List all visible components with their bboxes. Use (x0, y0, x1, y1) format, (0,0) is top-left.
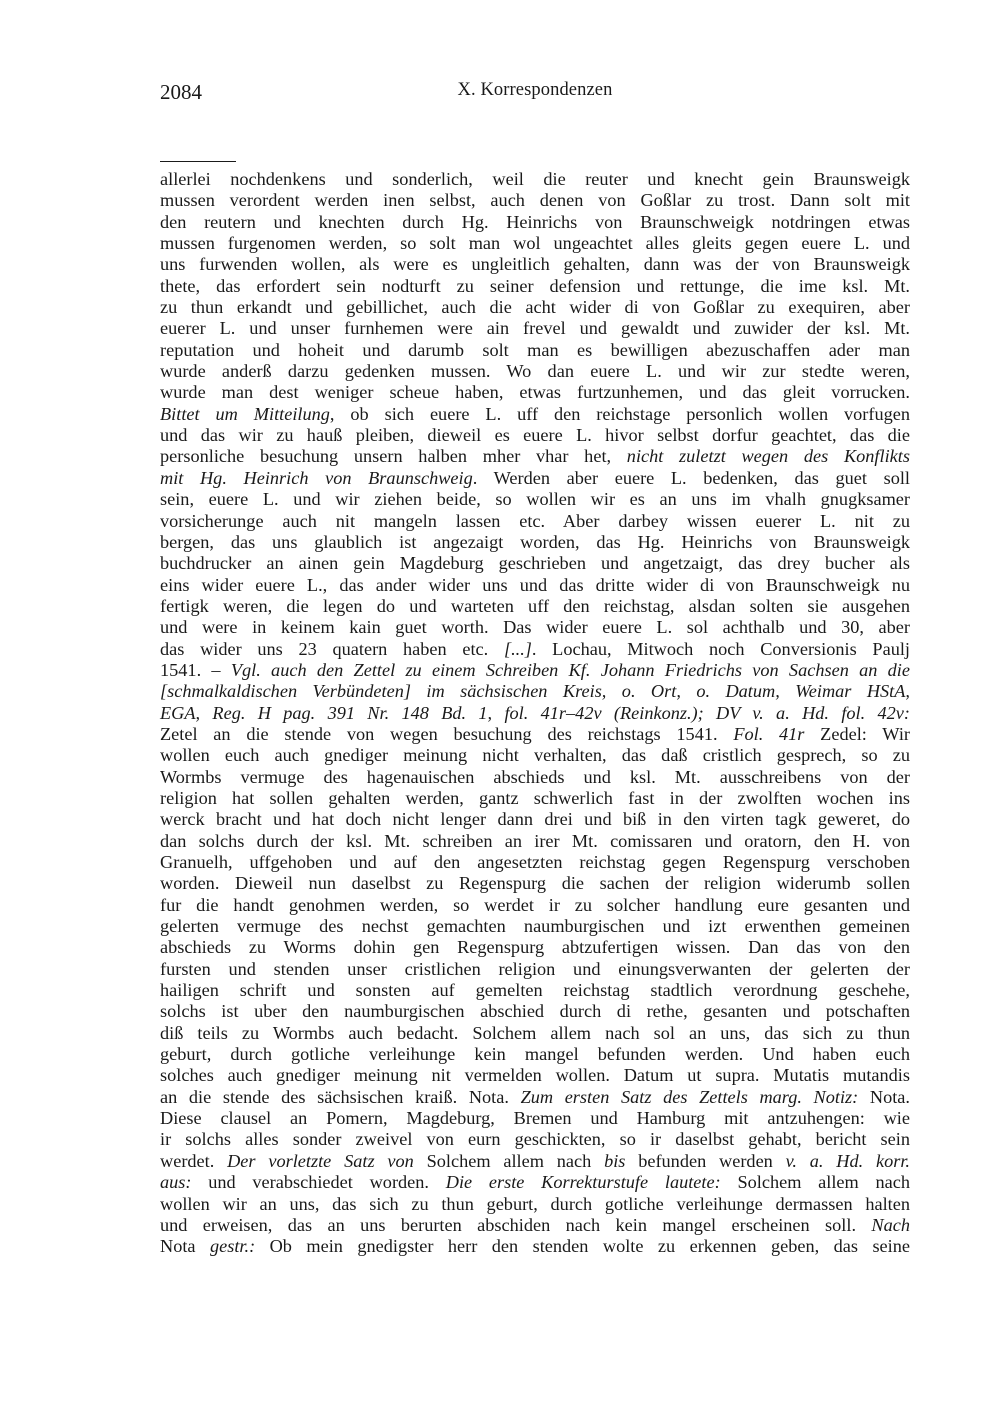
source-text: Solchem allem nach (720, 1172, 911, 1193)
source-text: ir solchs alles sonder zweivel von eurn geschickten, so ir daselbst gehabt, bericht sein (160, 1129, 910, 1150)
source-text: fur die handt genohmen werden, so werdet ir zu solcher handlung eure gesanten und (160, 894, 910, 915)
source-text: Zedel: Wir (804, 723, 910, 744)
source-text: thete, das erfordert sein nodturft zu seiner defension und rettunge, die ime ksl. Mt. (160, 275, 910, 296)
source-text: solches auch gnediger meinung nit vermelden wollen. Datum ut supra. Mutatis mutandis (160, 1065, 910, 1086)
source-text: 1541. – (160, 659, 231, 680)
source-text: wurde man dest weniger scheue haben, etwas furtzunhemen, und das gleit vorrucken. (160, 382, 910, 403)
footnote-line (160, 596, 910, 617)
source-text: Diese clausel an Pomern, Magdeburg, Bremen und Hamburg mit antzuhengen: wie (160, 1108, 910, 1129)
source-text: Solchem allem nach (413, 1150, 605, 1171)
footnote-line (160, 1108, 910, 1129)
source-text: wurde anderß darzu gedenken mussen. Wo dan euere L. und wir zur stedte weren, (160, 361, 910, 382)
footnote-line (160, 916, 910, 937)
footnote-line (160, 873, 910, 894)
source-text: Nota. (858, 1086, 910, 1107)
footnote-line (160, 1023, 910, 1044)
footnote-line (160, 468, 910, 489)
editorial-italic-text: aus: (160, 1172, 192, 1193)
footnote-line (160, 1194, 910, 1215)
source-text: religion hat sollen gehalten werden, gantz schwerlich fast in der zwolften wochen ins (160, 787, 910, 808)
footnote-separator (160, 161, 236, 162)
source-text: abschieds zu Worms dohin gen Regenspurg abtzufertigen wissen. Dan das von den (160, 937, 910, 958)
source-text: hailigen schrift und sonsten auf gemelten reichstag stadtlich verordnung geschehe, (160, 980, 910, 1001)
page-header (160, 80, 910, 106)
editorial-italic-text: [schmalkaldischen Verbündeten] im sächsischen Kreis, o. Ort, o. Datum, Weimar HStA, (160, 681, 910, 702)
source-text: gelerten vermuge des nechst gemachten naumburgischen und izt erwenthen gemeinen (160, 916, 910, 937)
source-text: befunden werden (625, 1150, 786, 1171)
source-text: zu thun erkandt und gebillichet, auch die acht wider di von Goßlar zu exequiren, aber (160, 297, 910, 318)
footnote-line (160, 340, 910, 361)
footnote-line (160, 1044, 910, 1065)
source-text: fertigk weren, die legen do und warteten uff den reichstag, alsdan solten sie ausgehen (160, 595, 910, 616)
page-number: 2084 (160, 80, 202, 104)
footnote-line (160, 788, 910, 809)
footnote-line (160, 361, 910, 382)
footnote-line (160, 425, 910, 446)
source-text: werck bracht und hat doch nicht lenger dann drei und biß in den virten tagk geweret, do (160, 809, 910, 830)
footnote-line (160, 937, 910, 958)
source-text: , ob sich euere L. uff den reichstage personlich wollen vorfugen (329, 403, 910, 424)
source-text: dan solchs durch der ksl. Mt. schreiben an irer Mt. comissaren und oratorn, den H. von (160, 830, 910, 851)
source-text: personliche besuchung unsern halben mher vhar het, (160, 446, 627, 467)
footnote-line (160, 511, 910, 532)
footnote-line (160, 532, 910, 553)
footnote-line (160, 1151, 910, 1172)
footnote-line (160, 382, 910, 403)
editorial-italic-text: EGA, Reg. H pag. 391 Nr. 148 Bd. 1, fol. 41r–42v (Reinkonz.); DV v. a. Hd. fol. 42v: (160, 702, 910, 723)
footnote-line (160, 254, 910, 275)
source-text: sein, euere L. und wir ziehen beide, so wollen wir es an uns im vhalh gnugksamer (160, 489, 910, 510)
footnote-line (160, 297, 910, 318)
footnote-line (160, 852, 910, 873)
editorial-italic-text: Die erste Korrekturstufe lautete: (445, 1172, 721, 1193)
source-text: fursten und stenden unser cristlichen religion und einungsverwanten der gelerten der (160, 958, 910, 979)
footnote-line (160, 660, 910, 681)
source-text: bergen, das uns glaublich ist angezaigt worden, das Hg. Heinrichs von Braunsweigk (160, 531, 910, 552)
footnote-line (160, 959, 910, 980)
source-text: Granuelh, uffgehoben und auf den angesetzten reichstag gegen Regenspurg verschoben (160, 852, 910, 872)
footnote-line (160, 831, 910, 852)
source-text: und erweisen, das an uns berurten abschiden nach kein mangel erscheinen soll. (160, 1214, 872, 1235)
footnote-line (160, 404, 910, 425)
footnote-line (160, 745, 910, 766)
footnote-line (160, 767, 910, 788)
source-text: vorsicherunge auch nit mangeln lassen etc. Aber darbey wissen euerer L. nit zu (160, 510, 910, 531)
footnote-line (160, 233, 910, 254)
footnote-line (160, 212, 910, 233)
footnote-line (160, 446, 910, 467)
source-text: wollen wir an uns, das sich zu thun geburt, durch gotliche verleihunge dermassen halten (160, 1193, 910, 1214)
source-text: und were in keinem kain guet worth. Das wider euere L. sol achthalb und 30, aber (160, 617, 910, 638)
source-text: . Lochau, Mitwoch noch Conversionis Paulj (531, 638, 910, 659)
footnote-line (160, 703, 910, 724)
source-text: Ob mein gnedigster herr den stenden wolte zu erkennen geben, das seine (255, 1236, 911, 1257)
footnote-line (160, 489, 910, 510)
footnote-line (160, 1087, 910, 1108)
editorial-italic-text: [...] (503, 638, 532, 659)
footnote-line (160, 617, 910, 638)
footnote-line (160, 1129, 910, 1150)
source-text: eins wider euere L., das ander wider uns und das dritte wider di von Braunschweigk nu (160, 574, 910, 595)
editorial-italic-text: mit Hg. Heinrich von Braunschweig (160, 467, 473, 488)
editorial-italic-text: Der vorletzte Satz von (227, 1150, 414, 1171)
footnote-line (160, 169, 910, 190)
source-text: mussen furgenomen werden, so solt man wol ungeachtet alles gleits gegen euere L. und (160, 233, 910, 254)
source-text: wollen euch auch gnediger meinung nicht verhalten, das daß cristlich gesprech, so zu (160, 745, 910, 766)
source-text: geburt, durch gotliche verleihunge kein mangel befunden werden. Und haben euch (160, 1044, 910, 1065)
footnote-line (160, 1236, 910, 1257)
source-text: . Werden aber euere L. bedenken, das guet soll (472, 467, 910, 488)
footnote-line (160, 575, 910, 596)
source-text: allerlei nochdenkens und sonderlich, weil die reuter und knecht gein Braunsweigk (160, 169, 910, 189)
footnote-line (160, 809, 910, 830)
source-text: solchs ist uber den naumburgischen abschied durch di rethe, gesanten und potschaften (160, 1001, 910, 1022)
footnote-line (160, 681, 910, 702)
editorial-italic-text: nicht zuletzt wegen des Konflikts (626, 446, 910, 467)
footnote-text (160, 169, 910, 1258)
editorial-italic-text: bis (604, 1150, 626, 1171)
source-text: worden. Dieweil nun daselbst zu Regenspurg die sachen der religion widerumb sollen (160, 873, 910, 894)
editorial-italic-text: Zum ersten Satz des Zettels marg. Notiz: (520, 1086, 859, 1107)
source-text: und verabschiedet worden. (191, 1172, 446, 1193)
source-text: und das wir zu hauß pleiben, dieweil es euere L. hivor selbst dorfur geachtet, das die (160, 425, 910, 446)
source-text: uns furwenden wollen, als were es ungleitlich gehalten, dann was der von Braunsweigk (160, 254, 910, 275)
footnote-line (160, 980, 910, 1001)
footnote-line (160, 1001, 910, 1022)
source-text: Nota (160, 1236, 210, 1257)
source-text: Zetel an die stende von wegen besuchung des reichstags 1541. (160, 723, 734, 744)
source-text: reputation und hoheit und darumb solt man es bewilligen abezuschaffen ader man (160, 339, 910, 360)
footnote-line (160, 724, 910, 745)
editorial-italic-text: Fol. 41r (733, 723, 805, 744)
footnote-line (160, 1215, 910, 1236)
footnote-line (160, 1065, 910, 1086)
source-text: das wider uns 23 quatern haben etc. (160, 638, 504, 659)
editorial-italic-text: v. a. Hd. korr. (785, 1150, 910, 1171)
editorial-italic-text: gestr.: (209, 1236, 256, 1257)
source-text: mussen verordent werden inen selbst, auch denen von Goßlar zu trost. Dann solt mit (160, 190, 910, 211)
footnote-line (160, 639, 910, 660)
source-text: den reutern und knechten durch Hg. Heinrichs von Braunschweigk notdringen etwas (160, 211, 910, 232)
editorial-italic-text: Vgl. auch den Zettel zu einem Schreiben Kf. Johann Friedrichs von Sachsen an die (230, 659, 910, 680)
editorial-italic-text: Nach (871, 1214, 910, 1235)
source-text: buchdrucker an ainen gein Magdeburg geschrieben und angetzaigt, das drey bucher als (160, 553, 910, 574)
footnote-line (160, 318, 910, 339)
footnote-line (160, 276, 910, 297)
editorial-italic-text: Bittet um Mitteilung (160, 403, 330, 424)
running-head: X. Korrespondenzen (457, 80, 613, 100)
footnote-line (160, 190, 910, 211)
footnote-line (160, 895, 910, 916)
footnote-line (160, 553, 910, 574)
source-text: euerer L. und unser furnhemen were ain frevel und gewaldt und zuwider der ksl. Mt. (160, 318, 910, 339)
source-text: werdet. (160, 1150, 228, 1171)
source-text: diß teils zu Wormbs auch bedacht. Solchem allem nach sol an uns, das sich zu thun (160, 1022, 910, 1043)
source-text: an die stende des sächsischen kraiß. Nota. (160, 1086, 521, 1107)
footnote-line (160, 1172, 910, 1193)
source-text: Wormbs vermuge des hagenauischen abschieds und ksl. Mt. ausschreibens von der (160, 766, 910, 787)
